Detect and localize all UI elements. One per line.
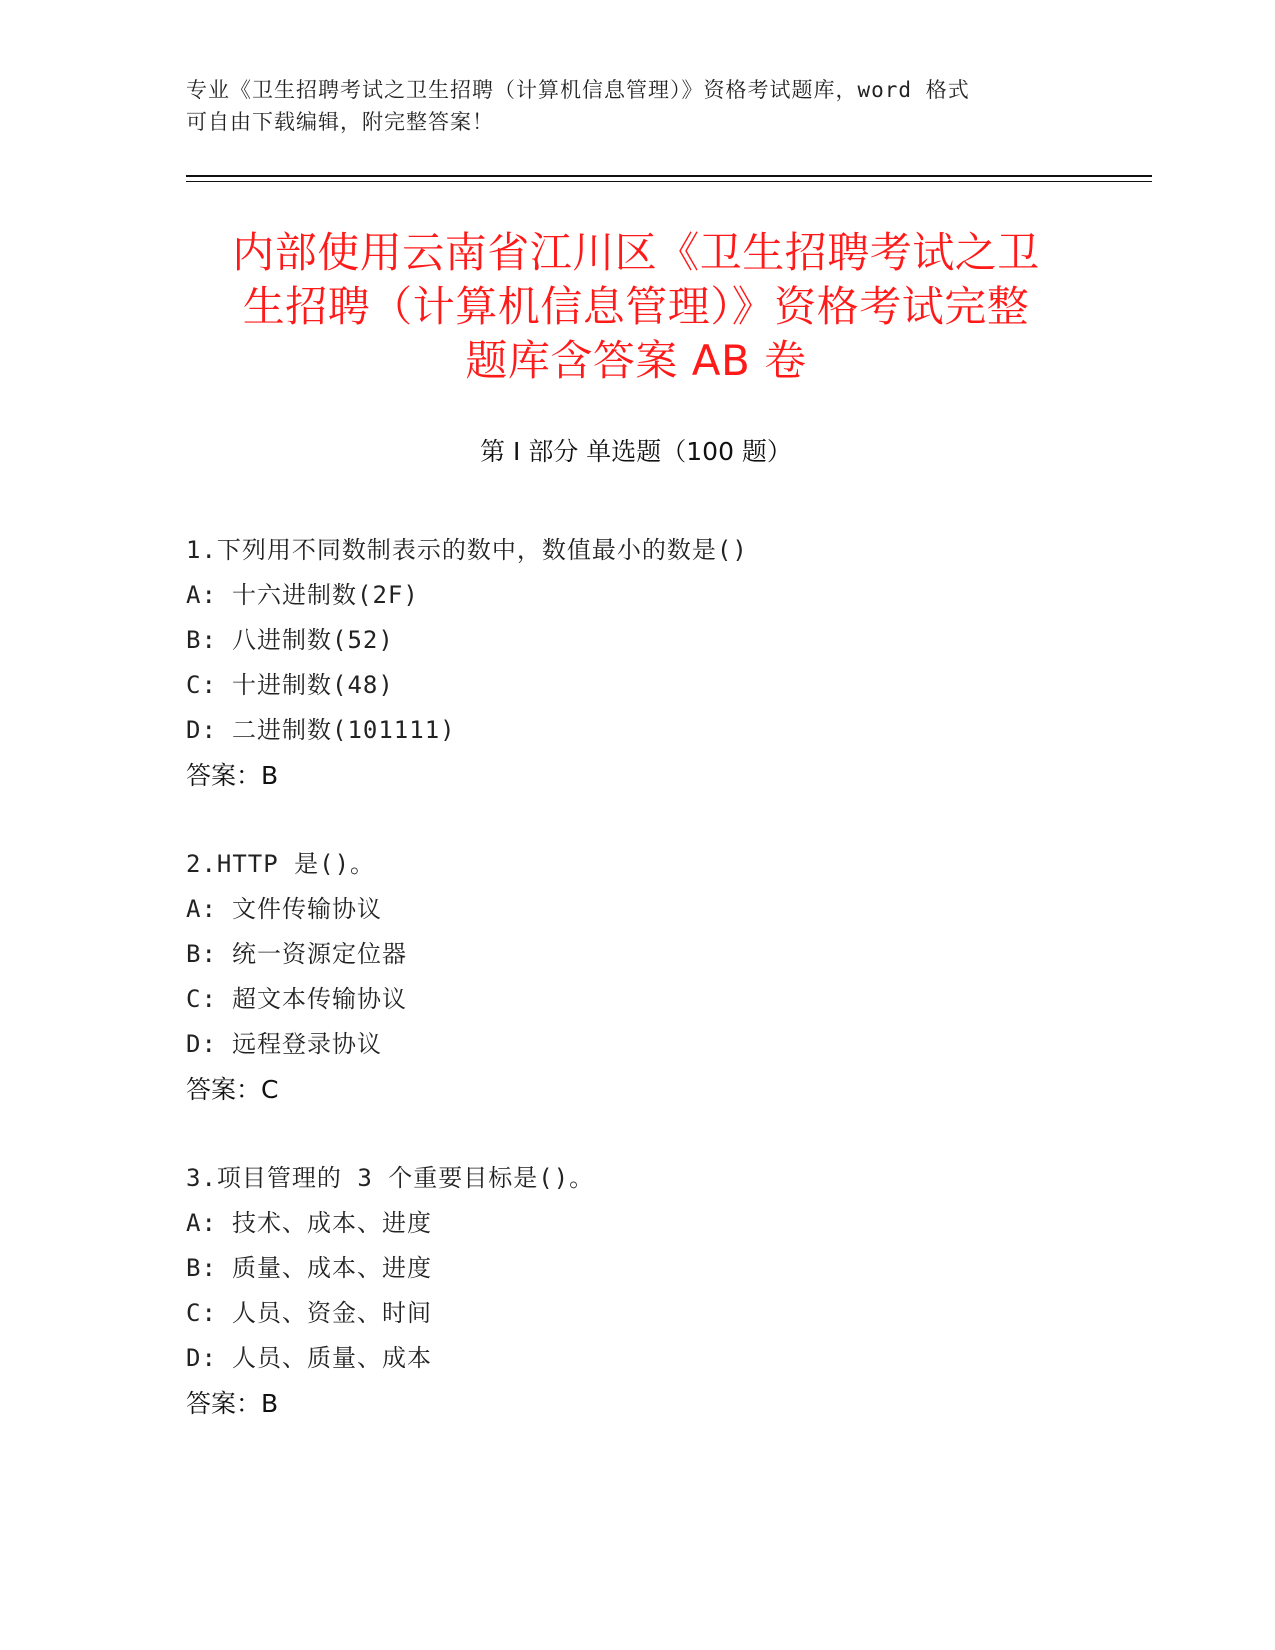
option-text: 人员、资金、时间	[232, 1299, 432, 1327]
option-key: B:	[186, 626, 217, 654]
title-line-2: 生招聘（计算机信息管理）》资格考试完整	[242, 282, 1030, 331]
header-rule-thin	[186, 181, 1152, 182]
option-c	[186, 977, 1146, 1022]
option-key: D:	[186, 1344, 217, 1372]
option-a	[186, 887, 1146, 932]
option-d	[186, 1022, 1146, 1067]
header-note-line-2: 可自由下载编辑，附完整答案！	[186, 110, 494, 134]
answer-line: 答案：C	[186, 1075, 279, 1104]
option-key: C:	[186, 671, 217, 699]
option-b	[186, 1246, 1146, 1291]
option-c	[186, 663, 1146, 708]
option-text: 十进制数(48)	[232, 671, 394, 699]
option-key: A:	[186, 895, 217, 923]
option-key: B:	[186, 1254, 217, 1282]
title-line-1: 内部使用云南省江川区《卫生招聘考试之卫	[232, 228, 1040, 277]
option-c	[186, 1291, 1146, 1336]
option-key: B:	[186, 940, 217, 968]
question-list	[186, 528, 1146, 1470]
option-key: D:	[186, 716, 217, 744]
question-3	[186, 1156, 1146, 1426]
question-2	[186, 842, 1146, 1112]
option-d	[186, 708, 1146, 753]
option-b	[186, 618, 1146, 663]
option-text: 技术、成本、进度	[232, 1209, 432, 1237]
section-heading: 第 I 部分 单选题（100 题）	[480, 437, 792, 466]
question-stem: 1.下列用不同数制表示的数中，数值最小的数是()	[186, 536, 748, 564]
option-text: 人员、质量、成本	[232, 1344, 432, 1372]
option-key: A:	[186, 1209, 217, 1237]
title-line-3: 题库含答案 AB 卷	[465, 336, 807, 385]
option-d	[186, 1336, 1146, 1381]
header-note	[186, 74, 1066, 138]
option-text: 超文本传输协议	[232, 985, 407, 1013]
document-title	[186, 226, 1086, 388]
option-text: 二进制数(101111)	[232, 716, 456, 744]
header-note-line-1: 专业《卫生招聘考试之卫生招聘（计算机信息管理）》资格考试题库，word 格式	[186, 78, 970, 102]
answer-line: 答案：B	[186, 1389, 279, 1418]
option-key: D:	[186, 1030, 217, 1058]
answer-line: 答案：B	[186, 761, 279, 790]
question-1	[186, 528, 1146, 798]
option-text: 八进制数(52)	[232, 626, 394, 654]
option-a	[186, 1201, 1146, 1246]
question-stem: 2.HTTP 是()。	[186, 850, 376, 878]
option-text: 统一资源定位器	[232, 940, 407, 968]
option-key: C:	[186, 1299, 217, 1327]
question-stem: 3.项目管理的 3 个重要目标是()。	[186, 1164, 595, 1192]
option-key: C:	[186, 985, 217, 1013]
option-text: 十六进制数(2F)	[232, 581, 419, 609]
option-b	[186, 932, 1146, 977]
option-a	[186, 573, 1146, 618]
header-rule-thick	[186, 175, 1152, 177]
option-text: 文件传输协议	[232, 895, 382, 923]
option-text: 质量、成本、进度	[232, 1254, 432, 1282]
option-key: A:	[186, 581, 217, 609]
option-text: 远程登录协议	[232, 1030, 382, 1058]
